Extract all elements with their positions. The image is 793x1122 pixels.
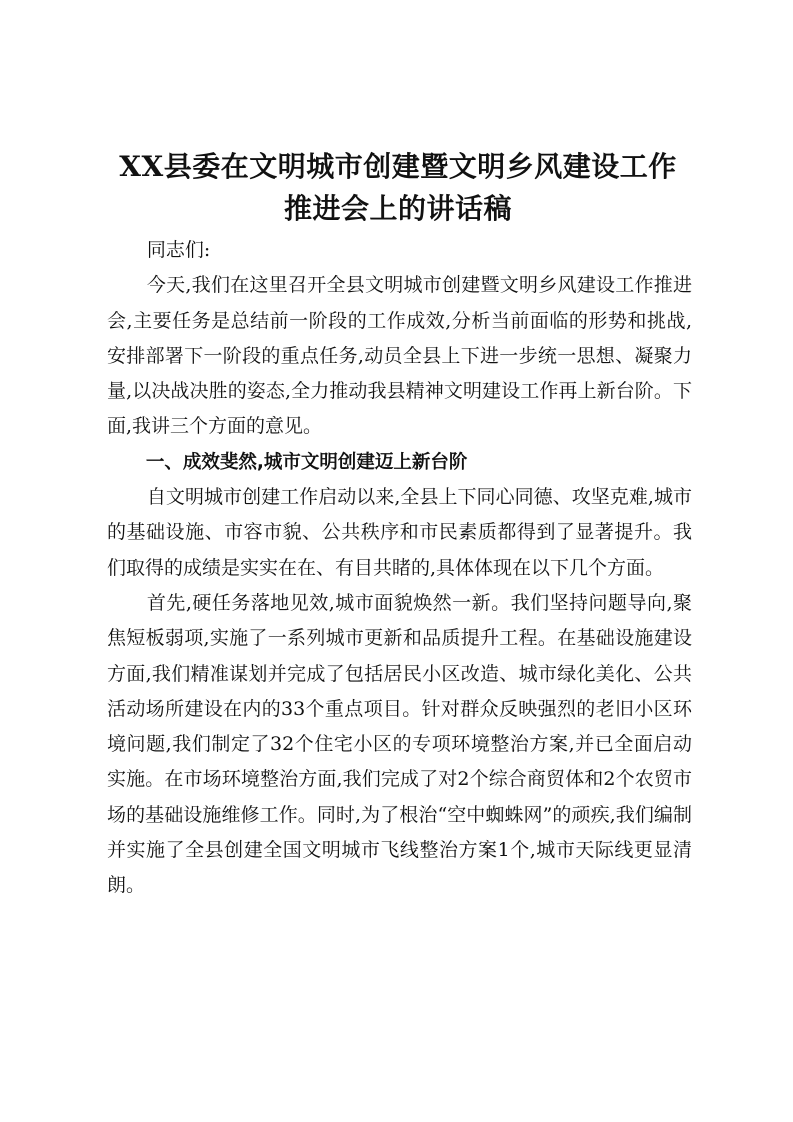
paragraph-achievements: 自文明城市创建工作启动以来,全县上下同心同德、攻坚克难,城市的基础设施、市容市貌、公共秩序和市民素质都得到了显著提升。我们取得的成绩是实实在在、有目共睹的,具体体现在以下几个方面。	[107, 486, 692, 579]
title-line-2: 推进会上的讲话稿	[283, 192, 512, 225]
paragraph-intro: 今天,我们在这里召开全县文明城市创建暨文明乡风建设工作推进会,主要任务是总结前一阶段的工作成效,分析当前面临的形势和挑战,安排部署下一阶段的重点任务,动员全县上下进一步统一思想、凝聚力量,以决战决胜的姿态,全力推动我县精神文明建设工作再上新台阶。下面,我讲三个方面的意见。	[107, 274, 692, 438]
paragraph-first: 首先,硬任务落地见效,城市面貌焕然一新。我们坚持问题导向,聚焦短板弱项,实施了一系列城市更新和品质提升工程。在基础设施建设方面,我们精准谋划并完成了包括居民小区改造、城市绿化美化、公共活动场所建设在内的33个重点项目。针对群众反映强烈的老旧小区环境问题,我们制定了32个住宅小区的专项环境整治方案,并已全面启动实施。在市场环境整治方面,我们完成了对2个综合商贸体和2个农贸市场的基础设施维修工作。同时,为了根治“空中蜘蛛网”的顽疾,我们编制并实施了全县创建全国文明城市飞线整治方案1个,城市天际线更显清朗。	[107, 591, 692, 897]
greeting: 同志们:	[146, 239, 211, 261]
title-line-1: XX县委在文明城市创建暨文明乡风建设工作	[119, 150, 677, 183]
section-heading-1: 一、成效斐然,城市文明创建迈上新台阶	[145, 451, 468, 473]
document-title	[104, 146, 692, 230]
document-body	[107, 233, 692, 904]
